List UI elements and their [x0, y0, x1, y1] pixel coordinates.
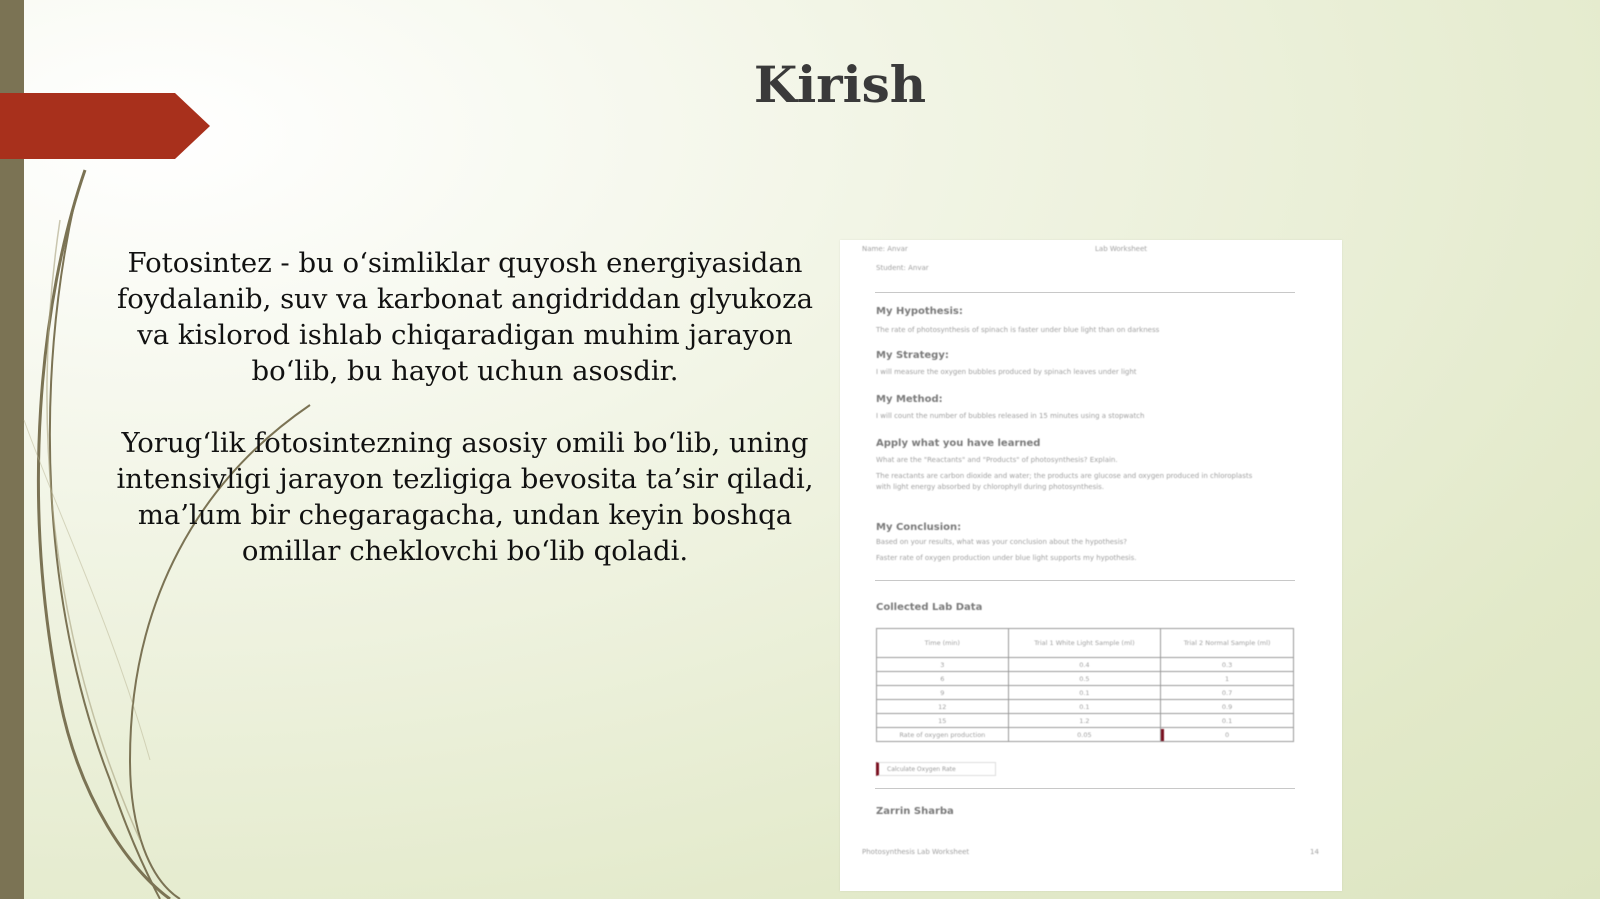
table-cell: 12 [877, 700, 1009, 714]
hypothesis-heading: My Hypothesis: [876, 306, 963, 317]
input-marker [1161, 729, 1164, 741]
table-cell: 15 [877, 714, 1009, 728]
divider [875, 580, 1295, 581]
doc-header-center: Lab Worksheet [1095, 245, 1148, 253]
method-text: I will count the number of bubbles released in 15 minutes using a stopwatch [876, 412, 1145, 420]
table-cell: 6 [877, 672, 1009, 686]
table-cell: 0.05 [1008, 728, 1161, 742]
hypothesis-text: The rate of photosynthesis of spinach is faster under blue light than on darkness [876, 326, 1160, 334]
conclusion-question: Based on your results, what was your conclusion about the hypothesis? [876, 538, 1128, 546]
table-row [877, 686, 1294, 700]
divider [875, 788, 1295, 789]
strategy-text: I will measure the oxygen bubbles produced by spinach leaves under light [876, 368, 1137, 376]
table-row [877, 672, 1294, 686]
table-cell: 0.1 [1008, 700, 1161, 714]
table-cell: 0.1 [1008, 686, 1161, 700]
lab-data-title: Collected Lab Data [876, 602, 983, 613]
doc-student: Student: Anvar [876, 264, 929, 272]
table-cell: 0.5 [1008, 672, 1161, 686]
doc-footer-left: Photosynthesis Lab Worksheet [862, 848, 970, 856]
conclusion-heading: My Conclusion: [876, 522, 962, 533]
apply-question: What are the "Reactants" and "Products" of photosynthesis? Explain. [876, 456, 1118, 464]
footer-heading: Zarrin Sharba [876, 806, 954, 817]
accent-arrow-shape [0, 93, 210, 159]
table-cell: 9 [877, 686, 1009, 700]
column-header: Trial 2 Normal Sample (ml) [1161, 629, 1294, 658]
table-header-row [877, 629, 1294, 658]
apply-answer-2: with light energy absorbed by chlorophyll during photosynthesis. [876, 483, 1105, 491]
table-cell: 1 [1161, 672, 1294, 686]
paragraph-photosynthesis: Fotosintez - bu o‘simliklar quyosh energiyasidan foydalanib, suv va karbonat angidriddan glyukoza va kislorod ishlab chiqaradigan muhim jarayon bo‘lib, bu hayot uchun asosdir. [117, 247, 813, 387]
apply-heading: Apply what you have learned [876, 438, 1041, 449]
lab-worksheet-image [840, 240, 1342, 891]
table-cell: 0.1 [1161, 714, 1294, 728]
table-cell: 0.7 [1161, 686, 1294, 700]
table-cell: 3 [877, 658, 1009, 672]
slide-body [100, 245, 830, 605]
table-cell [1161, 728, 1294, 742]
conclusion-answer: Faster rate of oxygen production under blue light supports my hypothesis. [876, 554, 1137, 562]
doc-page-number: 14 [1310, 848, 1319, 856]
calculate-button: Calculate Oxygen Rate [876, 762, 996, 776]
rate-value: 0 [1225, 730, 1230, 739]
strategy-heading: My Strategy: [876, 350, 949, 361]
table-cell: 1.2 [1008, 714, 1161, 728]
table-row [877, 700, 1294, 714]
lab-data-table [876, 628, 1294, 742]
table-cell: 0.4 [1008, 658, 1161, 672]
apply-answer-1: The reactants are carbon dioxide and water; the products are glucose and oxygen produced in chloroplasts [876, 472, 1253, 480]
table-row [877, 658, 1294, 672]
column-header: Time (min) [877, 629, 1009, 658]
table-footer-row [877, 728, 1294, 742]
table-cell: Rate of oxygen production [877, 728, 1009, 742]
slide-title: Kirish [753, 55, 927, 114]
paragraph-light: Yorug‘lik fotosintezning asosiy omili bo‘lib, uning intensivligi jarayon tezligiga bevosita ta’sir qiladi, ma’lum bir chegaragacha, undan keyin boshqa omillar cheklovchi bo‘lib qoladi. [116, 427, 814, 567]
table-cell: 0.3 [1161, 658, 1294, 672]
table-cell: 0.9 [1161, 700, 1294, 714]
doc-header-left: Name: Anvar [862, 245, 908, 253]
column-header: Trial 1 White Light Sample (ml) [1008, 629, 1161, 658]
method-heading: My Method: [876, 394, 943, 405]
divider [875, 292, 1295, 293]
table-row [877, 714, 1294, 728]
